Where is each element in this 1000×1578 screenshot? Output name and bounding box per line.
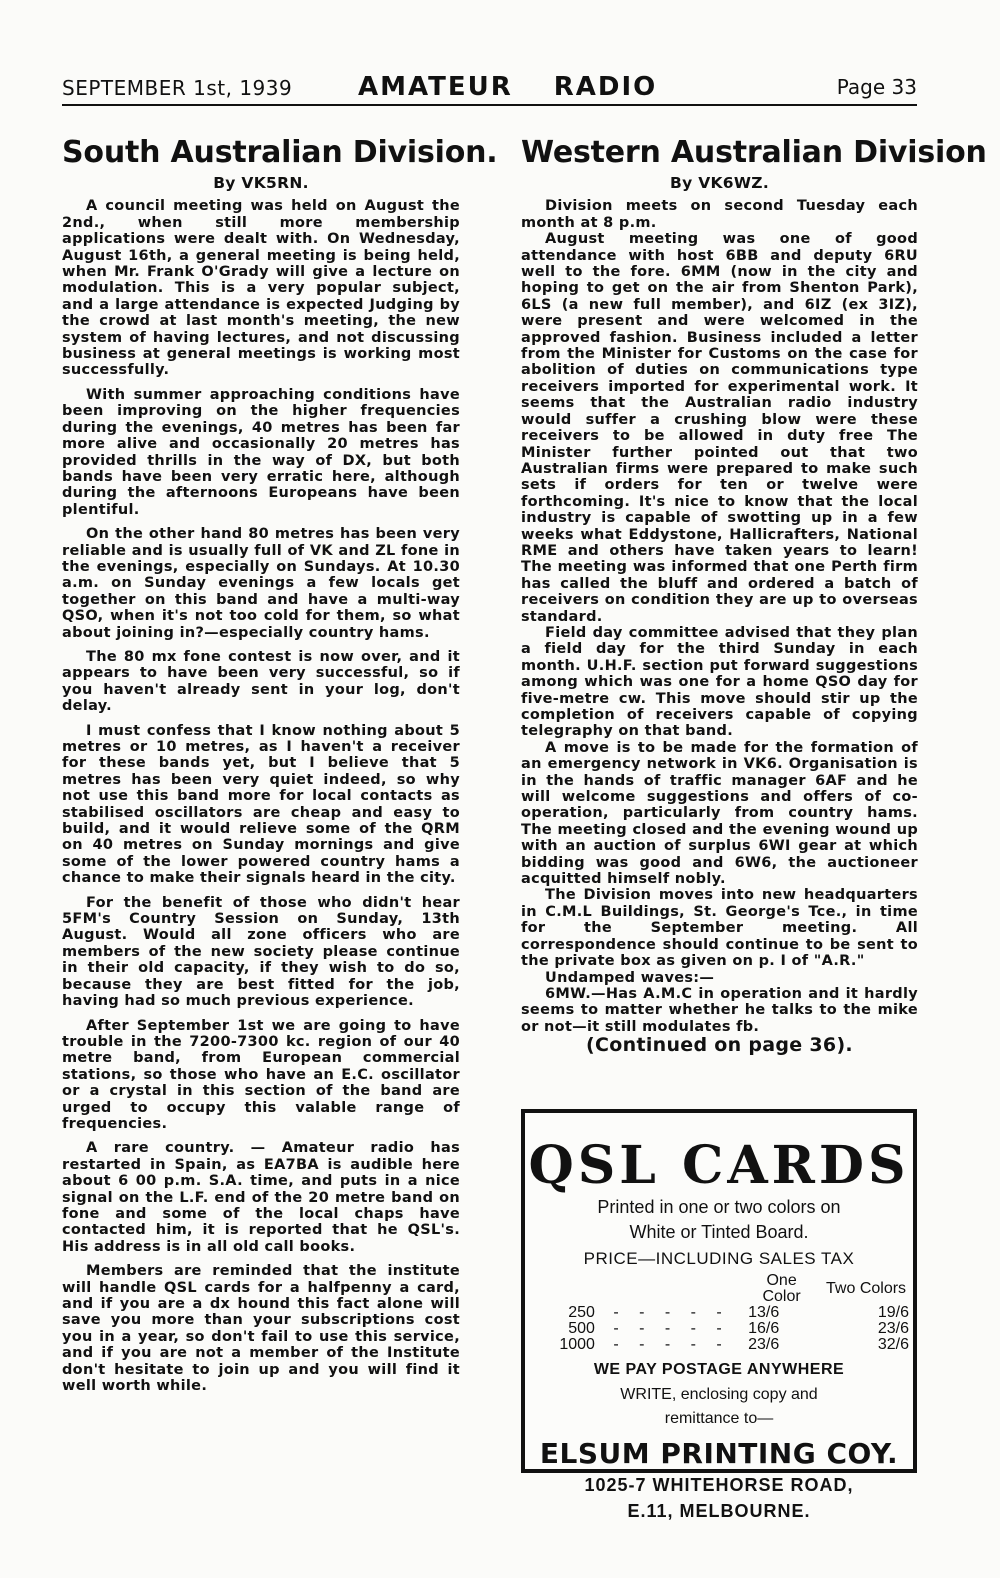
price-two-colors: 32/6 [877,1336,909,1353]
paragraph: Field day committee advised that they plan a field day for the third Sunday in each month. U.H.F. section put forward suggestions among which was one for a home QSO day for five-metre cw. This move should stir up the completion of receivers capable of copying telegraphy on that band. [521,624,918,740]
quantity: 500 [568,1320,595,1337]
price-one-color: 23/6 [748,1336,780,1353]
table-row [555,1305,913,1321]
article-title: Western Australian Division [521,135,987,170]
paragraph: Members are reminded that the institute will handle QSL cards for a halfpenny a card, and if you are a dx hound this fact alone will save you more than your subscriptions cost you in a year, so don't fail to use this service, and if you are not a member of the Institute don't hesitate to join up and you will find it well worth while. [62,1263,460,1395]
paragraph: After September 1st we are going to have trouble in the 7200-7300 kc. region of our 40 metre band, from European commercial stations, so those who have an E.C. oscillator or a crystal in this section of the band are urged to occupy this valable range of frequencies. [62,1017,460,1132]
paragraph: With summer approaching conditions have been improving on the higher frequencies during the evenings, 40 metres has been far more alive and occasionally 20 metres has provided thrills in the way of DX, but both bands have been very erratic here, although during the afternoons Europeans have been plentiful. [62,386,460,518]
quantity: 1000 [559,1336,595,1353]
paragraph: On the other hand 80 metres has been very reliable and is usually full of VK and ZL fone in the evenings, especially on Sundays. At 10.30 a.m. on Sunday evenings a few locals get together on this band and have a multi-way QSO, when it's not too cold for them, so what about joining in?—especially country hams. [62,526,460,641]
paragraph: A rare country. — Amateur radio has restarted in Spain, as EA7BA is audible here about 6 00 p.m. S.A. time, and puts in a nice signal on the L.F. end of the 20 metre band on fone and some of the local chaps have contacted him, it is reported that he QSL's. His address is in all old call books. [62,1140,460,1255]
price-table [555,1273,913,1353]
col-two-colors: Two Colors [826,1280,907,1297]
ad-line: White or Tinted Board. [629,1222,809,1242]
continued-note: (Continued on page 36). [586,1034,853,1057]
company-address: E.11, MELBOURNE. [627,1501,811,1521]
qsl-cards-advertisement [521,1109,917,1521]
paragraph: The 80 mx fone contest is now over, and it appears to have been very successful, so if you haven't already sent in your log, don't delay. [62,648,460,715]
issue-date: SEPTEMBER 1st, 1939 [62,76,293,100]
paragraph: Division meets on second Tuesday each month at 8 p.m. [521,198,918,231]
quantity: 250 [568,1304,595,1321]
price-one-color: 16/6 [748,1320,780,1337]
ad-line: Printed in one or two colors on [597,1197,841,1217]
price-two-colors: 23/6 [877,1320,909,1337]
write-instruction: WRITE, enclosing copy and [620,1386,818,1403]
page-header [62,70,917,106]
page-number: Page 33 [836,75,917,99]
paragraph: For the benefit of those who didn't hear 5FM's Country Session on Sunday, 13th August. Would all zone officers who are members of the new society please continue in their old capacity, if they wish to do so, because they are best fitted for the job, having had so much previous experience. [62,894,460,1010]
price-heading: PRICE—INCLUDING SALES TAX [583,1249,855,1268]
ad-title: QSL CARDS [528,1135,910,1196]
leader-dashes: - - - - - [613,1304,730,1321]
paragraph: August meeting was one of good attendance with host 6BB and deputy 6RU well to the fore. 6MM (now in the city and hoping to get on the air from Shenton Park), 6LS (a new full member), and 6IZ (ex 3IZ), were present and were welcomed in the approved fashion. Business included a letter from the Minister for Customs on the case for abolition of duties on communications type receivers imported for experimental work. It seems that the Australian radio industry would suffer a crushing blow were these receivers to be allowed in duty free The Minister further pointed out that two Australian firms were prepared to make such sets if orders for ten or twelve were forthcoming. It's nice to know that the local industry is capable of swotting up in a few weeks what Eddystone, Hallicrafters, National RME and others have taken years to learn! The meeting was informed that one Perth firm has called the bluff and ordered a batch of receivers on condition they are up to overseas standard. [521,231,918,625]
paragraph: I must confess that I know nothing about 5 metres or 10 metres, as I haven't a receiver for these bands yet, but I believe that 5 metres has been very quiet indeed, so why not use this band more for local contacts as stabilised oscillators are cheap and easy to build, and it would relieve some of the QRM on 40 metres on Sunday mornings and give some of the lower powered country hams a chance to make their signals heard in the city. [62,722,460,887]
table-row [555,1321,913,1337]
article-title: South Australian Division. [62,135,498,170]
western-australian-column [521,135,987,1057]
write-instruction: remittance to— [664,1410,774,1427]
article-byline: By VK6WZ. [669,174,770,192]
leader-dashes: - - - - - [613,1320,730,1337]
col-one-color: One Color [762,1272,801,1305]
price-table-header [555,1273,913,1305]
article-byline: By VK5RN. [213,174,309,192]
paragraph: The Division moves into new headquarters in C.M.L Buildings, St. George's Tce., in time for the September meeting. All correspondence should continue to be sent to the private box as given on p. I of "A.R." [521,887,918,970]
paragraph: A move is to be made for the formation of an emergency network in VK6. Organisation is in the hands of traffic manager 6AF and he will welcome suggestions and offers of co-operation, particularly from country hams. The meeting closed and the evening wound up with an auction of surplus 6WI gear at which bidding was good and 6W6, the auctioneer acquitted himself nobly. [521,739,918,888]
postage-note: WE PAY POSTAGE ANYWHERE [593,1361,845,1378]
magazine-title: AMATEUR RADIO [358,72,658,102]
table-row [555,1337,913,1353]
south-australian-column [62,135,498,1402]
company-name: ELSUM PRINTING COY. [539,1437,899,1470]
price-two-colors: 19/6 [877,1304,909,1321]
paragraph: 6MW.—Has A.M.C in operation and it hardly seems to matter whether he talks to the mike or not—it still modulates fb. [521,985,918,1035]
paragraph: Undamped waves:— [545,969,715,986]
price-one-color: 13/6 [748,1304,780,1321]
leader-dashes: - - - - - [613,1336,730,1353]
paragraph: A council meeting was held on August the 2nd., when still more membership applications were dealt with. On Wednesday, August 16th, a general meeting is being held, when Mr. Frank O'Grady will give a lecture on modulation. This is a very popular subject, and a large attendance is expected Judging by the crowd at last month's meeting, the new system of having lectures, and not discussing business at general meetings is working most successfully. [62,198,460,379]
company-address: 1025-7 WHITEHORSE ROAD, [584,1475,854,1495]
